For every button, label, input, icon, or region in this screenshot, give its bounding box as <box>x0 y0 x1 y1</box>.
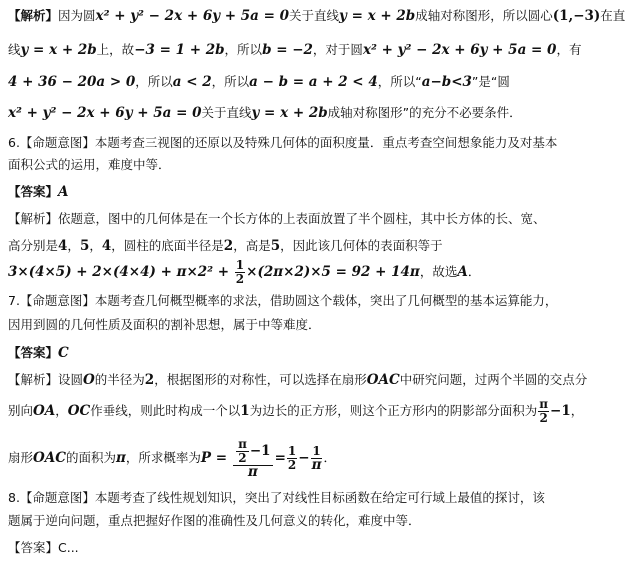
probability-fraction: $\frac{\pi}{2}$ −1 π <box>233 438 273 479</box>
text-line: 因用到圆的几何性质及面积的割补思想，属于中等难度． <box>8 317 321 332</box>
text-line: 8.【命题意图】本题考查了线性规划知识，突出了对线性目标函数在给定可行域上最值的探讨，该 <box>8 490 545 505</box>
text-line: 题属于逆向问题，重点把握好作图的准确性及几何意义的转化，难度中等． <box>8 513 421 528</box>
text-line: 面积公式的运用，难度中等． <box>8 157 171 172</box>
math-expression: x² + y² − 2x + 6y + 5a = 0 <box>95 8 290 24</box>
math-expression: y = x + 2b <box>251 105 328 121</box>
math-expression: a−b<3 <box>421 74 472 90</box>
math-expression: 3×(4×5) + 2×(4×4) + π×2² + <box>8 264 234 280</box>
fraction-one-half: $\frac{1}{2}$ <box>287 444 297 472</box>
text-line: 【解析】依题意，图中的几何体是在一个长方体的上表面放置了半个圆柱，其中长方体的长、宽、 <box>8 211 546 226</box>
answer-line <box>8 345 69 361</box>
fraction-pi-over-2: $\frac{\pi}{2}$ <box>539 397 549 425</box>
answer-label: 【答案】 <box>8 345 59 360</box>
answer-label: 【答案】 <box>8 184 59 199</box>
math-expression: ×(2π×2)×5 = 92 + 14π <box>246 264 420 280</box>
math-expression: a − b = a + 2 < 4 <box>249 74 378 90</box>
fraction-one-over-pi: $\frac{1}{\pi}$ <box>311 444 322 473</box>
text-line: 6.【命题意图】本题考查三视图的还原以及特殊几何体的面积度量．重点考查空间想象能力及对基本 <box>8 135 558 150</box>
text-line: 线y = x + 2b上，故−3 = 1 + 2b，所以b = −2，对于圆x² + y² − 2x + 6y + 5a = 0，有 <box>8 42 582 58</box>
math-expression: y = x + 2b <box>339 8 416 24</box>
math-expression: 4 + 36 − 20a > 0 <box>8 74 136 90</box>
formula-line: 3×(4×5) + 2×(4×4) + π×2² + $\frac{1}{2}$ ×(2π×2)×5 = 92 + 14π，故选A． <box>8 258 481 286</box>
math-expression: x² + y² − 2x + 6y + 5a = 0 <box>362 42 557 58</box>
answer-value: C <box>58 345 69 361</box>
text-line: 【解析】因为圆x² + y² − 2x + 6y + 5a = 0关于直线y = x + 2b成轴对称图形，所以圆心(1,−3)在直 <box>8 8 625 24</box>
math-expression: b = −2 <box>262 42 313 58</box>
answer-line <box>8 184 69 200</box>
math-expression: a < 2 <box>172 74 212 90</box>
text-line: 别向OA，OC作垂线，则此时构成一个以1为边长的正方形，则这个正方形内的阴影部分面积为 $\frac{\pi}{2}$ −1， <box>8 397 584 425</box>
math-expression: y = x + 2b <box>20 42 97 58</box>
formula-line: 扇形OAC的面积为π，所求概率为P = $\frac{\pi}{2}$ −1 π = $\frac{1}{2}$ − $\frac{1}{\pi}$ ． <box>8 437 336 480</box>
text-line: 4 + 36 − 20a > 0，所以a < 2，所以a − b = a + 2 < 4，所以“a−b<3”是“圆 <box>8 74 510 90</box>
text-line: 7.【命题意图】本题考查几何概型概率的求法，借助圆这个载体，突出了几何概型的基本运算能力， <box>8 293 558 308</box>
answer-value: A <box>58 184 69 200</box>
math-expression: −3 = 1 + 2b <box>134 42 225 58</box>
text-line: 高分别是4，5，4，圆柱的底面半径是2，高是5，因此该几何体的表面积等于 <box>8 238 443 254</box>
analysis-label: 【解析】 <box>8 8 59 23</box>
math-expression: x² + y² − 2x + 6y + 5a = 0 <box>8 105 202 121</box>
math-expression: (1,−3) <box>552 8 601 24</box>
text-line: 【解析】设圆O的半径为2，根据图形的对称性，可以选择在扇形OAC中研究问题，过两个半圆的交点分 <box>8 372 588 388</box>
answer-line: 【答案】C... <box>8 540 79 555</box>
text-line: x² + y² − 2x + 6y + 5a = 0关于直线y = x + 2b成轴对称图形”的充分不必要条件． <box>8 105 522 121</box>
fraction-one-half: $\frac{1}{2}$ <box>235 258 245 286</box>
